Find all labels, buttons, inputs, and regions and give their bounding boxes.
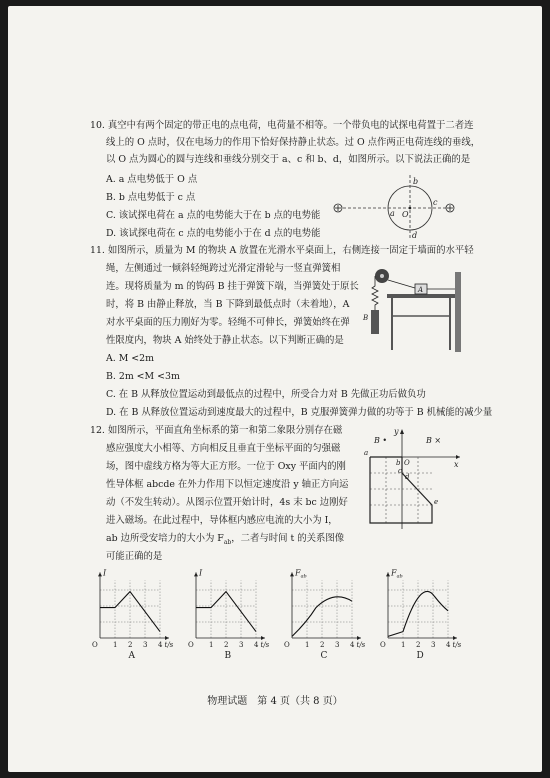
graph-tick-label: O [284, 641, 290, 649]
q11-line1: 11. 如图所示，质量为 M 的物块 A 放置在光滑水平桌面上，右侧连接一固定于墙面的水平轻 [90, 245, 474, 256]
q10-option-a: A. a 点电势低于 O 点 [106, 174, 198, 185]
graph-tick-label: 2 [416, 641, 421, 649]
q12-axis-y: y [394, 427, 399, 436]
q10-charge-figure [330, 170, 460, 240]
graph-tick-label: 3 [431, 641, 436, 649]
page-footer: 物理试题 第 4 页（共 8 页） [207, 696, 343, 707]
q11-line5: 对水平桌面的压力刚好为零。轻绳不可伸长，弹簧始终在弹 [106, 317, 350, 328]
q12-field-figure [362, 425, 462, 535]
graph-tick-label: 4 [446, 641, 451, 649]
q11-option-c: C. 在 B 从释放位置运动到最低点的过程中，所受合力对 B 先做正功后做负功 [106, 389, 426, 400]
q10-line2: 线上的 O 点时，仅在电场力的作用下恰好保持静止状态。过 O 点作两正电荷连线的垂线， [106, 137, 481, 148]
graph-ylabel: I [199, 568, 203, 578]
graph-tick-label: 3 [143, 641, 148, 649]
q11-label-b: B [363, 314, 369, 322]
q11-line4: 时，将 B 由静止释放，当 B 下降到最低点时（未着地），A [106, 299, 350, 310]
q11-option-d: D. 在 B 从释放位置运动到速度最大的过程中，B 克服弹簧弹力做的功等于 B 机械能的减少量 [106, 407, 493, 418]
q10-option-c: C. 该试探电荷在 a 点的电势能大于在 b 点的电势能 [106, 210, 321, 221]
q12-label-d: d [405, 473, 410, 481]
q12-label-b: b [396, 459, 401, 467]
q11-option-a: A. M <2m [106, 353, 155, 364]
q10-label-d: d [412, 231, 418, 240]
q12-label-e: e [434, 498, 439, 506]
graph-xlabel: t/s [164, 641, 174, 649]
graph-xlabel: t/s [260, 641, 270, 649]
q10-label-b: b [413, 177, 419, 186]
q12-graph-d [380, 568, 462, 661]
q12-line7: ab 边所受安培力的大小为 $F_{ab}$，二者与时间 t 的关系图像 [106, 533, 345, 546]
graph-tick-label: 3 [239, 641, 244, 649]
q12-label-c: c [398, 467, 402, 475]
q10-line1: 10. 真空中有两个固定的带正电的点电荷，电荷量不相等。一个带负电的试探电荷置于二者连 [90, 120, 474, 131]
q11-option-b: B. 2m <M <3m [106, 371, 180, 382]
q10-label-c: c [433, 198, 438, 207]
graph-tick-label: 3 [335, 641, 340, 649]
q11-line6: 性限度内，物块 A 始终处于静止状态。以下判断正确的是 [106, 335, 344, 346]
q12-axis-x: x [454, 460, 459, 469]
q12-line2: 感应强度大小相等、方向相反且垂直于坐标平面的匀强磁 [106, 443, 341, 454]
q12-label-a: a [364, 449, 369, 457]
q11-line3: 连。现将质量为 m 的钩码 B 挂于弹簧下端，当弹簧处于原长 [106, 281, 359, 292]
q12-graph-b [188, 568, 270, 661]
q12-field-b-cross: B × [426, 436, 442, 445]
graph-tick-label: 4 [350, 641, 355, 649]
graph-xlabel: t/s [356, 641, 366, 649]
graph-tick-label: 4 [254, 641, 259, 649]
graph-tick-label: O [188, 641, 194, 649]
q12-line8: 可能正确的是 [106, 551, 163, 562]
q12-field-b-dot: B • [374, 436, 388, 445]
q10-option-d: D. 该试探电荷在 c 点的电势能小于在 d 点的电势能 [106, 228, 321, 239]
graph-tick-label: 1 [209, 641, 214, 649]
q12-graph-c [284, 568, 366, 661]
q11-line2: 绳，左侧通过一倾斜轻绳跨过光滑定滑轮与一竖直弹簧相 [106, 263, 341, 274]
graph-option-label: A [128, 651, 135, 661]
q10-label-o: O [402, 210, 409, 219]
graph-ylabel: $F_{ab}$ [391, 568, 403, 580]
graph-xlabel: t/s [452, 641, 462, 649]
graph-option-label: C [320, 651, 328, 661]
q10-option-b: B. b 点电势低于 c 点 [106, 192, 196, 203]
graph-tick-label: 4 [158, 641, 163, 649]
q12-line1: 12. 如图所示，平面直角坐标系的第一和第二象限分别存在磁 [90, 425, 343, 436]
q11-label-a: A [418, 286, 424, 294]
q11-pulley-figure [362, 258, 462, 353]
graph-option-label: D [416, 651, 424, 661]
graph-ylabel: I [103, 568, 107, 578]
q12-line5: 动（不发生转动）。从图示位置开始计时，4s 末 bc 边刚好 [106, 497, 348, 508]
graph-ylabel: $F_{ab}$ [295, 568, 307, 580]
graph-tick-label: 1 [113, 641, 118, 649]
graph-option-label: B [224, 651, 232, 661]
graph-tick-label: O [380, 641, 386, 649]
graph-tick-label: 2 [320, 641, 325, 649]
q12-line6: 进入磁场。在此过程中，导体框内感应电流的大小为 I， [106, 515, 338, 526]
q12-label-o: O [404, 459, 410, 467]
graph-tick-label: 1 [401, 641, 406, 649]
q12-line4: 性导体框 abcde 在外力作用下以恒定速度沿 y 轴正方向运 [106, 479, 349, 490]
q12-line3: 场，图中虚线方格为等大正方形。一位于 Oxy 平面内的刚 [106, 461, 346, 472]
q12-graph-a [92, 568, 174, 661]
graph-tick-label: 2 [224, 641, 229, 649]
q10-label-a: a [390, 209, 395, 218]
graph-tick-label: 2 [128, 641, 133, 649]
graph-tick-label: 1 [305, 641, 310, 649]
graph-tick-label: O [92, 641, 98, 649]
q10-line3: 以 O 点为圆心的圆与连线和垂线分别交于 a、c 和 b、d，如图所示。以下说法正确的是 [106, 154, 471, 165]
